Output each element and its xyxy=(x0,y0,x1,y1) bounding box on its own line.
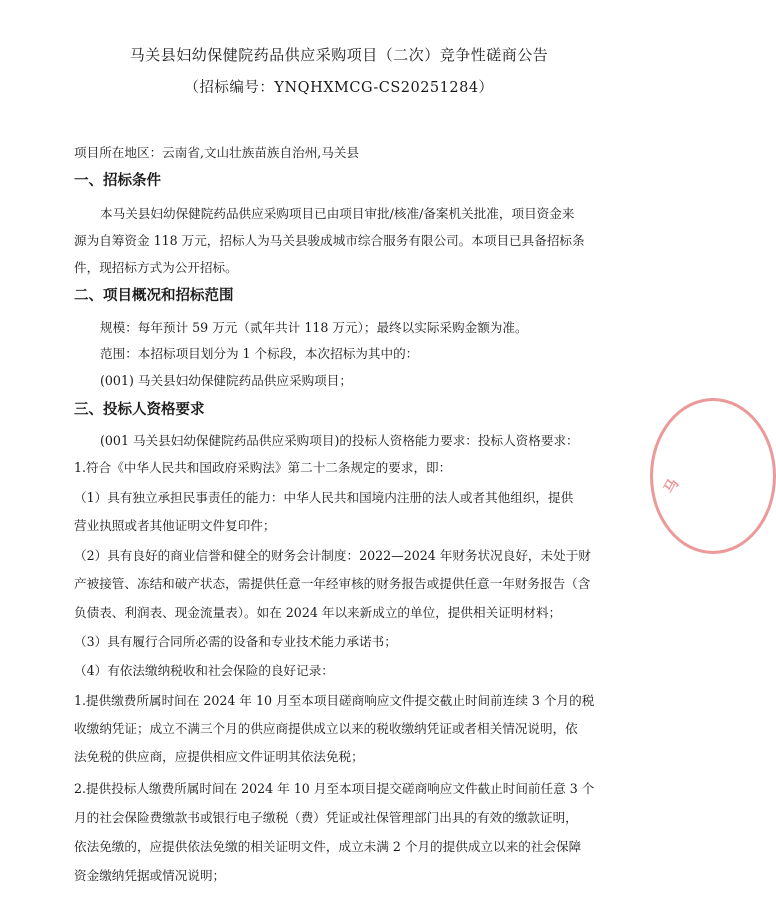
social-line: 资金缴纳凭据或情况说明； xyxy=(74,868,226,883)
project-scale: 规模：每年预计 59 万元（贰年共计 118 万元）；最终以实际采购金额为准。 xyxy=(100,320,528,335)
section1-line: 本马关县妇幼保健院药品供应采购项目已由项目审批/核准/备案机关批准，项目资金来 xyxy=(100,206,575,221)
item1-line: （1）具有独立承担民事责任的能力：中华人民共和国境内注册的法人或者其他组织，提供 xyxy=(74,490,574,505)
section3-heading: 三、投标人资格要求 xyxy=(74,402,205,418)
item2-line: 负债表、利润表、现金流量表）。如在 2024 年以来新成立的单位，提供相关证明材料； xyxy=(74,605,562,620)
social-line: 2.提供投标人缴费所属时间在 2024 年 10 月至本项目提交磋商响应文件截止时间前任意 3 个 xyxy=(74,781,595,796)
social-line: 依法免缴的，应提供依法免缴的相关证明文件，成立未满 2 个月的提供成立以来的社会保障 xyxy=(74,839,582,854)
tax-line: 收缴纳凭证；成立不满三个月的供应商提供成立以来的税收缴纳凭证或者相关情况说明，依 xyxy=(74,721,578,736)
qualification-intro: (001 马关县妇幼保健院药品供应采购项目)的投标人资格能力要求：投标人资格要求： xyxy=(100,433,579,448)
requirement-1: 1.符合《中华人民共和国政府采购法》第二十二条规定的要求，即： xyxy=(74,460,452,475)
project-region: 项目所在地区：云南省,文山壮族苗族自治州,马关县 xyxy=(74,145,360,160)
seal-text: 马 xyxy=(661,476,683,497)
lot-item: (001) 马关县妇幼保健院药品供应采购项目； xyxy=(100,373,352,388)
document-title: 马关县妇幼保健院药品供应采购项目（二次）竞争性磋商公告 xyxy=(129,46,549,64)
item2-line: 产被接管、冻结和破产状态，需提供任意一年经审核的财务报告或提供任意一年财务报告（含 xyxy=(74,576,591,591)
section1-line: 源为自筹资金 118 万元，招标人为马关县骏成城市综合服务有限公司。本项目已具备招标条 xyxy=(74,233,585,248)
project-scope: 范围：本招标项目划分为 1 个标段，本次招标为其中的： xyxy=(100,346,419,361)
item4-line: （4）有依法缴纳税收和社会保险的良好记录： xyxy=(74,663,334,678)
tender-code: （招标编号：YNQHXMCG-CS20251284） xyxy=(184,80,494,96)
section1-heading: 一、招标条件 xyxy=(74,173,161,189)
tax-line: 法免税的供应商，应提供相应文件证明其依法免税； xyxy=(74,749,364,764)
tax-line: 1.提供缴费所属时间在 2024 年 10 月至本项目磋商响应文件提交截止时间前连续 3 个月的税 xyxy=(74,693,595,708)
item3-line: （3）具有履行合同所必需的设备和专业技术能力承诺书； xyxy=(74,634,397,649)
social-line: 月的社会保险费缴款书或银行电子缴税（费）凭证或社保管理部门出具的有效的缴款证明， xyxy=(74,810,578,825)
section2-heading: 二、项目概况和招标范围 xyxy=(74,288,234,304)
item1-line: 营业执照或者其他证明文件复印件； xyxy=(74,518,276,533)
section1-line: 件，现招标方式为公开招标。 xyxy=(74,260,238,275)
item2-line: （2）具有良好的商业信誉和健全的财务会计制度：2022—2024 年财务状况良好，未处于财 xyxy=(74,548,591,563)
